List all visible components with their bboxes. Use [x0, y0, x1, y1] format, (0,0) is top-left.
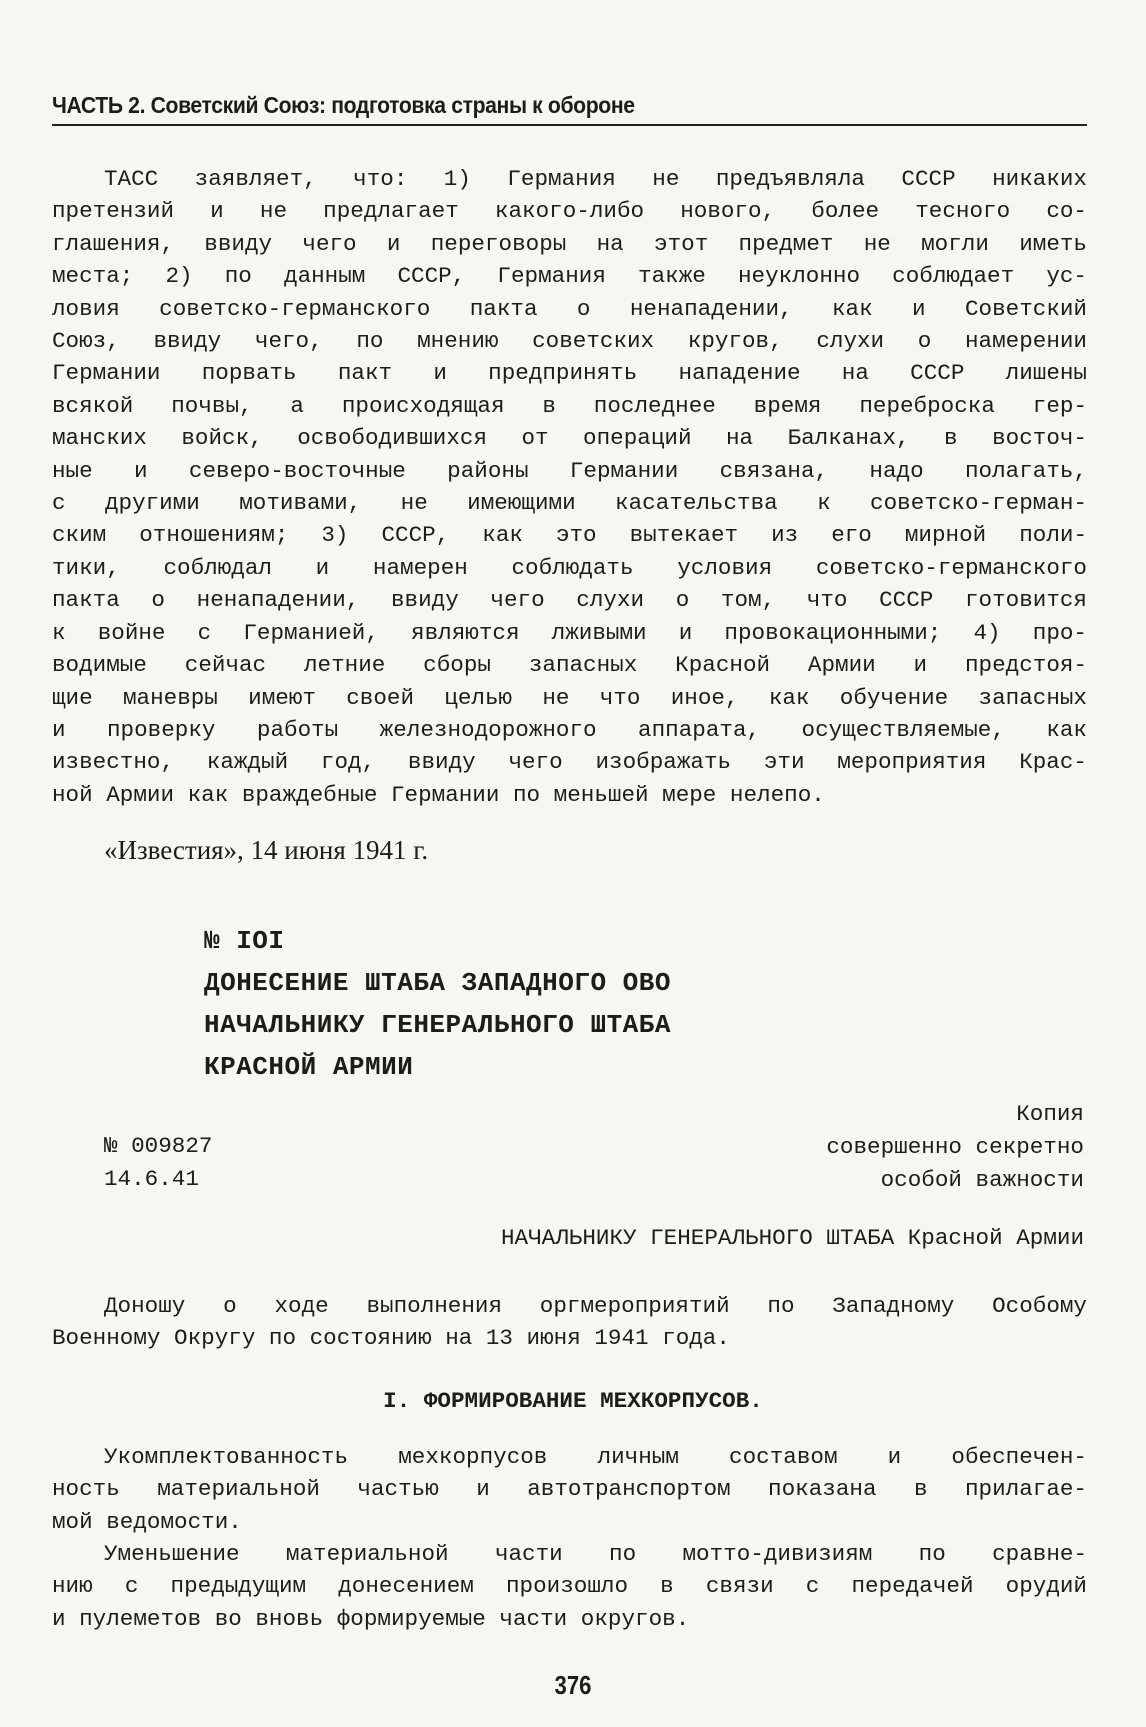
text-line: ные и северо-восточные районы Германии связана, надо полагать, — [52, 457, 1087, 484]
title-line: ДОНЕСЕНИЕ ШТАБА ЗАПАДНОГО ОВО — [204, 968, 671, 998]
page-number: 376 — [554, 1670, 592, 1700]
text-line: всякой почвы, а происходящая в последнее время переброска гер- — [52, 392, 1087, 419]
registration-number: № 009827 — [104, 1133, 213, 1159]
text-line: водимые сейчас летние сборы запасных Красной Армии и предстоя- — [52, 652, 1087, 679]
text-line: манских войск, освободившихся от операций на Балканах, в восточ- — [52, 425, 1087, 452]
running-header: ЧАСТЬ 2. Советский Союз: подготовка страны к обороне — [52, 92, 635, 118]
text-line: ТАСС заявляет, что: 1) Германия не предъявляла СССР никаких — [104, 166, 1087, 192]
text-line: глашения, ввиду чего и переговоры на этот предмет не могли иметь — [52, 230, 1087, 257]
text-line: и проверку работы железнодорожного аппарата, осуществляемые, как — [52, 716, 1087, 743]
title-line: НАЧАЛЬНИКУ ГЕНЕРАЛЬНОГО ШТАБА — [204, 1010, 671, 1040]
title-line: КРАСНОЙ АРМИИ — [204, 1052, 414, 1082]
document-date: 14.6.41 — [104, 1166, 199, 1192]
text-line: Доношу о ходе выполнения оргмероприятий по Западному Особому — [104, 1293, 1087, 1319]
classification-block — [826, 1098, 1084, 1197]
paragraph — [52, 1538, 1087, 1635]
text-line: Германии порвать пакт и предпринять нападение на СССР лишены — [52, 360, 1087, 387]
text-line: Уменьшение материальной части по мотто-дивизиям по сравне- — [104, 1541, 1087, 1567]
text-line: и пулеметов во вновь формируемые части округов. — [52, 1605, 690, 1632]
text-line: Укомплектованность мехкорпусов личным составом и обеспечен- — [104, 1444, 1087, 1470]
header-rule — [52, 124, 1087, 126]
text-line: к войне с Германией, являются лживыми и провокационными; 4) про- — [52, 619, 1087, 646]
paragraph — [52, 1441, 1087, 1538]
text-line: известно, каждый год, ввиду чего изображать эти мероприятия Крас- — [52, 749, 1087, 776]
text-line: места; 2) по данным СССР, Германия также неуклонно соблюдает ус- — [52, 263, 1087, 290]
text-line: щие маневры имеют своей целью не что иное, как обучение запасных — [52, 684, 1087, 711]
source-citation: «Известия», 14 июня 1941 г. — [104, 835, 429, 865]
text-line: претензий и не предлагает какого-либо нового, более тесного со- — [52, 198, 1087, 225]
text-line: пакта о ненападении, ввиду чего слухи о том, что СССР готовится — [52, 587, 1087, 614]
text-line: Союз, ввиду чего, по мнению советских кругов, слухи о намерении — [52, 328, 1087, 355]
intro-paragraph — [52, 1290, 1087, 1355]
document-number: № IOI — [204, 926, 285, 956]
text-line: ной Армии как враждебные Германии по меньшей мере нелепо. — [52, 781, 825, 808]
classification-line: особой важности — [880, 1167, 1084, 1193]
classification-line: Копия — [1016, 1101, 1084, 1127]
text-line: ность материальной частью и автотранспортом показана в прилагае- — [52, 1476, 1087, 1503]
addressee: НАЧАЛЬНИКУ ГЕНЕРАЛЬНОГО ШТАБА Красной Армии — [500, 1225, 1084, 1251]
text-line: мой ведомости. — [52, 1508, 242, 1535]
section-heading: I. ФОРМИРОВАНИЕ МЕХКОРПУСОВ. — [383, 1388, 763, 1414]
tass-statement — [52, 163, 1087, 811]
text-line: тики, соблюдал и намерен соблюдать условия советско-германского — [52, 554, 1087, 581]
text-line: ским отношениям; 3) СССР, как это вытекает из его мирной поли- — [52, 522, 1087, 549]
registration-block — [104, 1130, 212, 1196]
text-line: ловия советско-германского пакта о ненападении, как и Советский — [52, 295, 1087, 322]
text-line: Военному Округу по состоянию на 13 июня 1941 года. — [52, 1325, 730, 1352]
document-title — [204, 920, 671, 1088]
text-line: с другими мотивами, не имеющими касательства к советско-герман- — [52, 490, 1087, 517]
text-line: нию с предыдущим донесением произошло в связи с передачей орудий — [52, 1573, 1087, 1600]
classification-line: совершенно секретно — [826, 1134, 1084, 1160]
